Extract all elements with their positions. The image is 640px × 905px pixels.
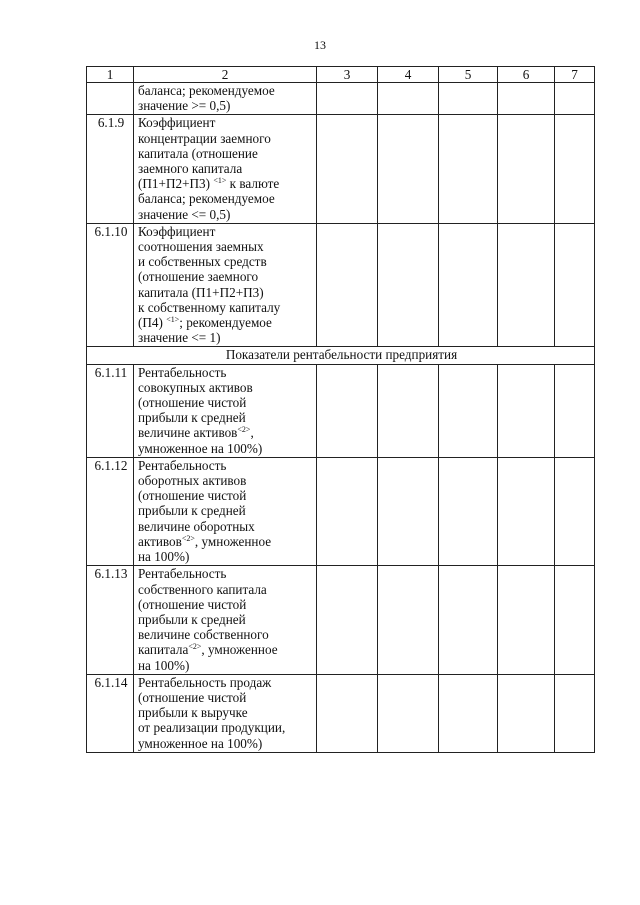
description-text: Коэффициент концентрации заемного капитала (отношение заемного капитала (П1+П2+П3)	[138, 115, 271, 192]
empty-cell	[317, 674, 378, 752]
description-text: баланса; рекомендуемое значение >= 0,5)	[138, 83, 275, 114]
description-text: Рентабельность совокупных активов (отношение чистой прибыли к средней величине активов	[138, 364, 253, 441]
empty-cell	[555, 457, 595, 565]
description-text: к валюте баланса; рекомендуемое значение <= 0,5)	[138, 176, 280, 222]
empty-cell	[498, 83, 555, 115]
item-description	[134, 566, 317, 674]
item-number	[87, 83, 134, 115]
column-header: 6	[498, 67, 555, 83]
description-text: , умноженное на 100%)	[138, 425, 263, 456]
empty-cell	[555, 115, 595, 223]
item-number: 6.1.10	[87, 223, 134, 347]
table-row	[87, 223, 595, 347]
empty-cell	[555, 674, 595, 752]
table-row	[87, 566, 595, 674]
empty-cell	[317, 115, 378, 223]
table-row	[87, 83, 595, 115]
column-header: 1	[87, 67, 134, 83]
empty-cell	[498, 364, 555, 457]
empty-cell	[439, 457, 498, 565]
empty-cell	[317, 223, 378, 347]
item-number: 6.1.11	[87, 364, 134, 457]
footnote-ref: <1>	[166, 315, 180, 325]
empty-cell	[378, 223, 439, 347]
empty-cell	[439, 674, 498, 752]
empty-cell	[498, 457, 555, 565]
column-header: 7	[555, 67, 595, 83]
page-number: 13	[314, 38, 326, 52]
empty-cell	[378, 115, 439, 223]
item-description	[134, 674, 317, 752]
empty-cell	[378, 457, 439, 565]
description-text: ; рекомендуемое значение <= 1)	[138, 315, 272, 346]
empty-cell	[378, 364, 439, 457]
empty-cell	[439, 83, 498, 115]
table-body	[87, 83, 595, 753]
column-header: 5	[439, 67, 498, 83]
empty-cell	[317, 566, 378, 674]
empty-cell	[498, 674, 555, 752]
item-number: 6.1.14	[87, 674, 134, 752]
empty-cell	[498, 115, 555, 223]
description-text: , умноженное на 100%)	[138, 642, 278, 673]
empty-cell	[555, 566, 595, 674]
section-row	[87, 347, 595, 364]
footnote-ref: <2>	[181, 533, 195, 543]
empty-cell	[439, 566, 498, 674]
description-text: Коэффициент соотношения заемных и собственных средств (отношение заемного капитала (П1+П2+П3) к собственному капиталу (П4)	[138, 223, 281, 331]
empty-cell	[317, 83, 378, 115]
empty-cell	[555, 364, 595, 457]
empty-cell	[439, 115, 498, 223]
item-description	[134, 83, 317, 115]
column-header: 3	[317, 67, 378, 83]
indicators-table	[86, 66, 595, 753]
footnote-ref: <2>	[237, 425, 251, 435]
item-description	[134, 364, 317, 457]
item-description	[134, 223, 317, 347]
footnote-ref: <1>	[213, 176, 227, 186]
empty-cell	[555, 223, 595, 347]
empty-cell	[498, 566, 555, 674]
footnote-ref: <2>	[188, 642, 202, 652]
empty-cell	[498, 223, 555, 347]
empty-cell	[439, 223, 498, 347]
empty-cell	[555, 83, 595, 115]
table-row	[87, 115, 595, 223]
column-header: 4	[378, 67, 439, 83]
table-row	[87, 674, 595, 752]
item-number: 6.1.9	[87, 115, 134, 223]
table-row	[87, 364, 595, 457]
table-row	[87, 457, 595, 565]
empty-cell	[378, 83, 439, 115]
item-number: 6.1.12	[87, 457, 134, 565]
column-header: 2	[134, 67, 317, 83]
description-text: , умноженное на 100%)	[138, 533, 272, 565]
item-description	[134, 457, 317, 565]
empty-cell	[378, 566, 439, 674]
item-description	[134, 115, 317, 223]
description-text: Рентабельность собственного капитала (отношение чистой прибыли к средней величине собственного капитала	[138, 566, 269, 658]
header-row	[87, 67, 595, 83]
empty-cell	[317, 364, 378, 457]
item-number: 6.1.13	[87, 566, 134, 674]
description-text: Рентабельность оборотных активов (отношение чистой прибыли к средней величине оборотных активов	[138, 457, 255, 549]
description-text: Рентабельность продаж (отношение чистой прибыли к выручке от реализации продукции, умноженное на 100%)	[138, 674, 286, 751]
empty-cell	[439, 364, 498, 457]
empty-cell	[378, 674, 439, 752]
empty-cell	[317, 457, 378, 565]
section-title: Показатели рентабельности предприятия	[87, 347, 595, 364]
